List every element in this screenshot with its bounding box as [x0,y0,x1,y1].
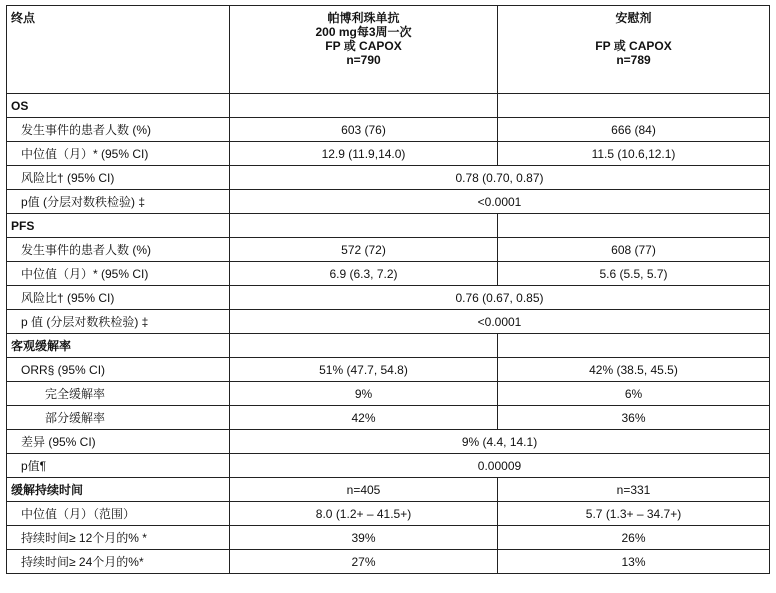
table-row [7,310,770,334]
table-row [7,286,770,310]
arm1-value: 572 (72) [230,238,498,262]
efficacy-results-table [6,5,770,574]
table-row [7,454,770,478]
header-arm-pembrolizumab [230,6,498,94]
combined-value: 0.00009 [230,454,770,478]
arm1-value: n=405 [230,478,498,502]
table-row [7,550,770,574]
arm1-value: 6.9 (6.3, 7.2) [230,262,498,286]
table-row [7,190,770,214]
row-label: 风险比† (95% CI) [7,166,230,190]
empty-cell [230,214,498,238]
section-row [7,214,770,238]
row-label: ORR§ (95% CI) [7,358,230,382]
combined-value: <0.0001 [230,310,770,334]
empty-cell [498,94,770,118]
arm2-value: 6% [498,382,770,406]
empty-cell [498,334,770,358]
table-row [7,502,770,526]
section-label: PFS [7,214,230,238]
arm2-value: 11.5 (10.6,12.1) [498,142,770,166]
row-label: p值 (分层对数秩检验) ‡ [7,190,230,214]
arm2-value: 36% [498,406,770,430]
row-label: 持续时间≥ 12个月的% * [7,526,230,550]
table-row [7,382,770,406]
table-row [7,526,770,550]
row-label: 完全缓解率 [7,382,230,406]
row-label: 部分缓解率 [7,406,230,430]
arm1-value: 42% [230,406,498,430]
arm2-value: 5.7 (1.3+ – 34.7+) [498,502,770,526]
table-row [7,118,770,142]
arm2-value: 42% (38.5, 45.5) [498,358,770,382]
arm2-value: 13% [498,550,770,574]
table-row [7,430,770,454]
row-label: 发生事件的患者人数 (%) [7,118,230,142]
arm1-name: 帕博利珠单抗 [327,11,400,25]
arm1-value: 8.0 (1.2+ – 41.5+) [230,502,498,526]
row-label: 风险比† (95% CI) [7,286,230,310]
empty-cell [498,214,770,238]
section-row [7,478,770,502]
arm2-value: 5.6 (5.5, 5.7) [498,262,770,286]
header-arm-placebo [498,6,770,94]
arm1-n: n=790 [346,53,381,67]
combined-value: 0.78 (0.70, 0.87) [230,166,770,190]
table-row [7,142,770,166]
section-label: 缓解持续时间 [7,478,230,502]
arm2-value: n=331 [498,478,770,502]
row-label: 中位值（月）（范围） [7,502,230,526]
arm1-dose: 200 mg每3周一次 [315,25,412,39]
section-row [7,94,770,118]
table-row [7,238,770,262]
empty-cell [230,94,498,118]
row-label: p 值 (分层对数秩检验) ‡ [7,310,230,334]
combined-value: 0.76 (0.67, 0.85) [230,286,770,310]
arm1-value: 27% [230,550,498,574]
arm1-value: 39% [230,526,498,550]
arm1-value: 12.9 (11.9,14.0) [230,142,498,166]
row-label: p值¶ [7,454,230,478]
arm2-chemo: FP 或 CAPOX [595,39,672,53]
empty-cell [230,334,498,358]
arm1-chemo: FP 或 CAPOX [325,39,402,53]
arm2-value: 666 (84) [498,118,770,142]
arm2-name: 安慰剂 [615,11,652,25]
table-row [7,262,770,286]
table-row [7,358,770,382]
section-label: 客观缓解率 [7,334,230,358]
table-row [7,406,770,430]
arm2-value: 608 (77) [498,238,770,262]
row-label: 持续时间≥ 24个月的%* [7,550,230,574]
combined-value: <0.0001 [230,190,770,214]
arm1-value: 9% [230,382,498,406]
arm1-value: 603 (76) [230,118,498,142]
header-endpoint: 终点 [7,6,230,94]
row-label: 发生事件的患者人数 (%) [7,238,230,262]
row-label: 差异 (95% CI) [7,430,230,454]
table-row [7,166,770,190]
section-label: OS [7,94,230,118]
row-label: 中位值（月）* (95% CI) [7,262,230,286]
row-label: 中位值（月）* (95% CI) [7,142,230,166]
header-row [7,6,770,94]
arm2-n: n=789 [616,53,651,67]
arm2-blank [502,25,765,39]
arm2-value: 26% [498,526,770,550]
combined-value: 9% (4.4, 14.1) [230,430,770,454]
section-row [7,334,770,358]
arm1-value: 51% (47.7, 54.8) [230,358,498,382]
